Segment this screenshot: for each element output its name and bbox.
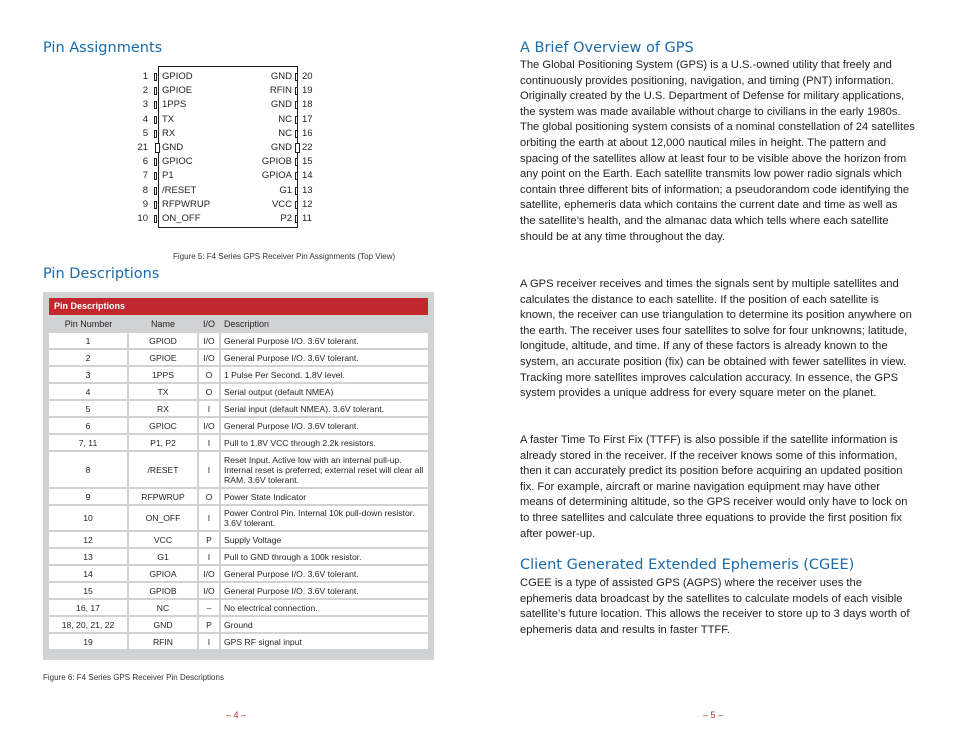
pin-name-cell: /RESET — [128, 451, 198, 488]
gps-overview-heading: A Brief Overview of GPS — [520, 40, 694, 56]
io-cell: I — [198, 400, 220, 417]
pin-name-label: GND — [270, 71, 292, 82]
pin-number-cell: 3 — [49, 366, 128, 383]
description-cell: Supply Voltage — [220, 531, 428, 548]
table-row — [49, 451, 428, 488]
pin-name-label: GPIOE — [162, 85, 193, 97]
pin-name-cell: NC — [128, 599, 198, 616]
pin-number-label: 20 — [302, 71, 313, 82]
pin-pad — [154, 172, 157, 180]
description-cell: Power Control Pin. Internal 10k pull-down resistor. 3.6V tolerant. — [220, 505, 428, 531]
pin-pad — [155, 143, 160, 153]
pin-descriptions-table — [49, 315, 428, 651]
description-cell: General Purpose I/O. 3.6V tolerant. — [220, 417, 428, 434]
cgee-heading: Client Generated Extended Ephemeris (CGEE) — [520, 557, 855, 573]
table-row — [49, 366, 428, 383]
description-cell: Reset Input. Active low with an internal pull-up. Internal reset is preferred; external reset will clear all RAM. 3.6V tolerant. — [220, 451, 428, 488]
description-cell: Serial input (default NMEA). 3.6V tolerant. — [220, 400, 428, 417]
table-row — [49, 349, 428, 366]
table-row — [49, 616, 428, 633]
io-cell: I — [198, 633, 220, 650]
pin-number-label: 1 — [142, 71, 148, 82]
pin-name-label: P2 — [280, 213, 292, 224]
pin-number-cell: 9 — [49, 488, 128, 505]
pin-descriptions-table-panel — [43, 292, 434, 660]
table-title: Pin Descriptions — [49, 298, 428, 315]
pin-pad — [154, 158, 157, 166]
pin-name-cell: RX — [128, 400, 198, 417]
column-header: Name — [150, 319, 175, 329]
pin-descriptions-heading: Pin Descriptions — [43, 266, 160, 282]
table-row — [49, 505, 428, 531]
table-row — [49, 434, 428, 451]
pin-pad — [295, 172, 298, 180]
pin-pad — [295, 101, 298, 109]
table-row — [49, 582, 428, 599]
pin-name-cell: GPIOB — [128, 582, 198, 599]
pin-number-cell: 13 — [49, 548, 128, 565]
table-row — [49, 531, 428, 548]
description-cell: Serial output (default NMEA) — [220, 383, 428, 400]
pin-number-label: 3 — [142, 99, 148, 111]
pin-name-cell: TX — [128, 383, 198, 400]
paragraph: CGEE is a type of assisted GPS (AGPS) where the receiver uses the ephemeris data broadcast by the satellites to calculate models of each visible satellite’s future location. This allows the receiver to store up to 3 days worth of ephemeris data and results in faster TTFF. — [520, 577, 910, 636]
pin-name-label: RX — [162, 127, 176, 139]
pin-number-label: 18 — [302, 99, 313, 111]
pin-name-cell: G1 — [128, 548, 198, 565]
description-cell: General Purpose I/O. 3.6V tolerant. — [220, 349, 428, 366]
pin-number-cell: 6 — [49, 417, 128, 434]
description-cell: Power State Indicator — [220, 488, 428, 505]
table-row — [49, 565, 428, 582]
pin-number-label: 8 — [142, 184, 148, 196]
description-cell: No electrical connection. — [220, 599, 428, 616]
io-cell: P — [198, 531, 220, 548]
table-header-row — [49, 315, 428, 333]
pin-number-cell: 5 — [49, 400, 128, 417]
pin-name-cell: RFIN — [128, 633, 198, 650]
pin-number-label: 22 — [302, 142, 313, 153]
pin-name-label: ON_OFF — [162, 213, 201, 224]
pin-pad — [295, 143, 300, 153]
pin-name-label: G1 — [279, 184, 292, 196]
pin-name-label: NC — [278, 127, 292, 139]
io-cell: I/O — [198, 417, 220, 434]
pin-name-cell: 1PPS — [128, 366, 198, 383]
pin-name-label: GND — [270, 99, 292, 111]
pin-pad — [295, 215, 298, 223]
table-row — [49, 400, 428, 417]
pin-number-label: 16 — [302, 127, 313, 139]
pin-number-cell: 19 — [49, 633, 128, 650]
pin-number-label: 21 — [137, 142, 148, 153]
pin-number-label: 13 — [302, 184, 313, 196]
figure6-caption: Figure 6: F4 Series GPS Receiver Pin Descriptions — [43, 673, 224, 682]
pin-number-label: 17 — [302, 113, 313, 125]
pin-pad — [295, 158, 298, 166]
pin-name-cell: VCC — [128, 531, 198, 548]
pin-number-cell: 4 — [49, 383, 128, 400]
io-cell: I/O — [198, 349, 220, 366]
pin-pad — [295, 87, 298, 95]
pin-number-label: 19 — [302, 85, 313, 97]
table-row — [49, 548, 428, 565]
pin-pad — [295, 201, 298, 209]
description-cell: GPS RF signal input — [220, 633, 428, 650]
pin-name-cell: GPIOA — [128, 565, 198, 582]
pin-pad — [154, 101, 157, 109]
pin-number-label: 6 — [142, 156, 148, 168]
io-cell: I — [198, 548, 220, 565]
pin-name-label: GND — [270, 142, 292, 153]
io-cell: O — [198, 383, 220, 400]
io-cell: I/O — [198, 565, 220, 582]
pin-name-label: GPIOB — [261, 156, 292, 168]
pin-number-label: 5 — [142, 127, 148, 139]
pin-pad — [154, 87, 157, 95]
pin-number-cell: 10 — [49, 505, 128, 531]
pin-number-label: 9 — [142, 198, 148, 210]
pin-number-cell: 16, 17 — [49, 599, 128, 616]
paragraph: The Global Positioning System (GPS) is a U.S.-owned utility that freely and continuously provides positioning, navigation, and timing (PNT) information. Originally created by the U.S. Department of Defense for military applications, the system was made available without charge to civilians in the early 1980s. The global positioning system consists of a nominal constellation of 24 satellites orbiting the earth at about 12,000 nautical miles in height. The pattern and spacing of the satellites allow at least four to be visible above the horizon from any point on the Earth. Each satellite transmits low power radio signals which contain three different bits of information; a pseudorandom code identifying the satellite, ephemeris data which contains the current date and time as well as the satellite’s health, and the almanac data which tells where each satellite should be at any time throughout the day. — [520, 59, 915, 243]
pin-name-label: GPIOC — [162, 156, 193, 168]
pin-name-label: P1 — [162, 170, 174, 182]
pin-name-label: TX — [162, 113, 175, 125]
paragraph: A faster Time To First Fix (TTFF) is also possible if the satellite information is already stored in the receiver. If the receiver knows some of this information, then it can accurately predict its position before acquiring an updated position fix. For example, aircraft or marine navigation equipment may have other means of determining altitude, so the GPS receiver would only have to lock on to three satellites and calculate three equations to provide the first position fix after power-up. — [520, 434, 908, 540]
pin-pad — [295, 73, 298, 81]
pin-number-cell: 1 — [49, 333, 128, 349]
table-row — [49, 383, 428, 400]
io-cell: O — [198, 488, 220, 505]
pin-pad — [154, 116, 157, 124]
pin-pad — [295, 116, 298, 124]
description-cell: Pull to 1.8V VCC through 2.2k resistors. — [220, 434, 428, 451]
pin-number-cell: 18, 20, 21, 22 — [49, 616, 128, 633]
pin-number-cell: 15 — [49, 582, 128, 599]
pin-number-cell: 14 — [49, 565, 128, 582]
right-page — [477, 0, 954, 738]
pin-name-cell: GPIOC — [128, 417, 198, 434]
description-cell: Pull to GND through a 100k resistor. — [220, 548, 428, 565]
table-row — [49, 599, 428, 616]
pin-number-label: 15 — [302, 156, 313, 168]
pin-number-label: 4 — [142, 113, 148, 125]
pin-number-label: 7 — [142, 170, 148, 182]
description-cell: Ground — [220, 616, 428, 633]
pin-name-cell: GPIOE — [128, 349, 198, 366]
pin-name-cell: ON_OFF — [128, 505, 198, 531]
description-cell: 1 Pulse Per Second. 1.8V level. — [220, 366, 428, 383]
io-cell: I — [198, 505, 220, 531]
pin-pad — [154, 73, 157, 81]
pin-number-label: 12 — [302, 198, 313, 210]
pin-name-label: NC — [278, 113, 292, 125]
io-cell: O — [198, 366, 220, 383]
pin-name-cell: RFPWRUP — [128, 488, 198, 505]
pin-name-cell: GND — [128, 616, 198, 633]
column-header: Description — [224, 319, 270, 329]
pin-number-label: 2 — [142, 85, 148, 97]
io-cell: I/O — [198, 582, 220, 599]
pin-name-label: /RESET — [162, 184, 197, 196]
pin-pad — [154, 187, 157, 195]
table-row — [49, 333, 428, 349]
pin-pad — [154, 201, 157, 209]
pin-pad — [154, 130, 157, 138]
column-header: I/O — [202, 319, 215, 329]
paragraph: A GPS receiver receives and times the signals sent by multiple satellites and calculates the distance to each satellite. If the position of each satellite is known, the receiver can use triangulation to determine its position anywhere on the earth. The receiver uses four satellites to solve for four unknowns; latitude, longitude, altitude, and time. If any of these factors is already known to the system, an accurate position (fix) can be obtained with fewer satellites in view. Tracking more satellites improves calculation accuracy. In essence, the GPS system provides a unique address for every square meter on the planet. — [520, 278, 912, 400]
column-header: Pin Number — [64, 319, 113, 329]
io-cell: – — [198, 599, 220, 616]
pin-name-label: RFPWRUP — [162, 198, 211, 210]
pin-name-label: RFIN — [269, 85, 292, 97]
pin-name-label: GPIOD — [162, 71, 193, 82]
description-cell: General Purpose I/O. 3.6V tolerant. — [220, 565, 428, 582]
table-row — [49, 417, 428, 434]
io-cell: P — [198, 616, 220, 633]
pin-number-label: 11 — [302, 213, 312, 224]
pin-number-cell: 8 — [49, 451, 128, 488]
pin-pad — [295, 187, 298, 195]
pin-number-cell: 2 — [49, 349, 128, 366]
pin-number-label: 10 — [137, 213, 148, 224]
description-cell: General Purpose I/O. 3.6V tolerant. — [220, 333, 428, 349]
table-row — [49, 488, 428, 505]
pin-name-label: GND — [162, 142, 184, 153]
pin-name-cell: GPIOD — [128, 333, 198, 349]
description-cell: General Purpose I/O. 3.6V tolerant. — [220, 582, 428, 599]
pin-number-label: 14 — [302, 170, 313, 182]
pin-assignments-heading: Pin Assignments — [43, 40, 163, 56]
pin-number-cell: 12 — [49, 531, 128, 548]
io-cell: I/O — [198, 333, 220, 349]
figure5-caption: Figure 5: F4 Series GPS Receiver Pin Assignments (Top View) — [173, 252, 396, 261]
pin-pad — [154, 215, 157, 223]
io-cell: I — [198, 451, 220, 488]
page-number: – 4 – — [226, 710, 247, 720]
pin-name-label: GPIOA — [261, 170, 292, 182]
pin-name-label: 1PPS — [162, 99, 187, 111]
page-number: – 5 – — [703, 710, 724, 720]
pin-pad — [295, 130, 298, 138]
pin-number-cell: 7, 11 — [49, 434, 128, 451]
pin-name-cell: P1, P2 — [128, 434, 198, 451]
table-row — [49, 633, 428, 650]
io-cell: I — [198, 434, 220, 451]
pin-name-label: VCC — [271, 198, 292, 210]
